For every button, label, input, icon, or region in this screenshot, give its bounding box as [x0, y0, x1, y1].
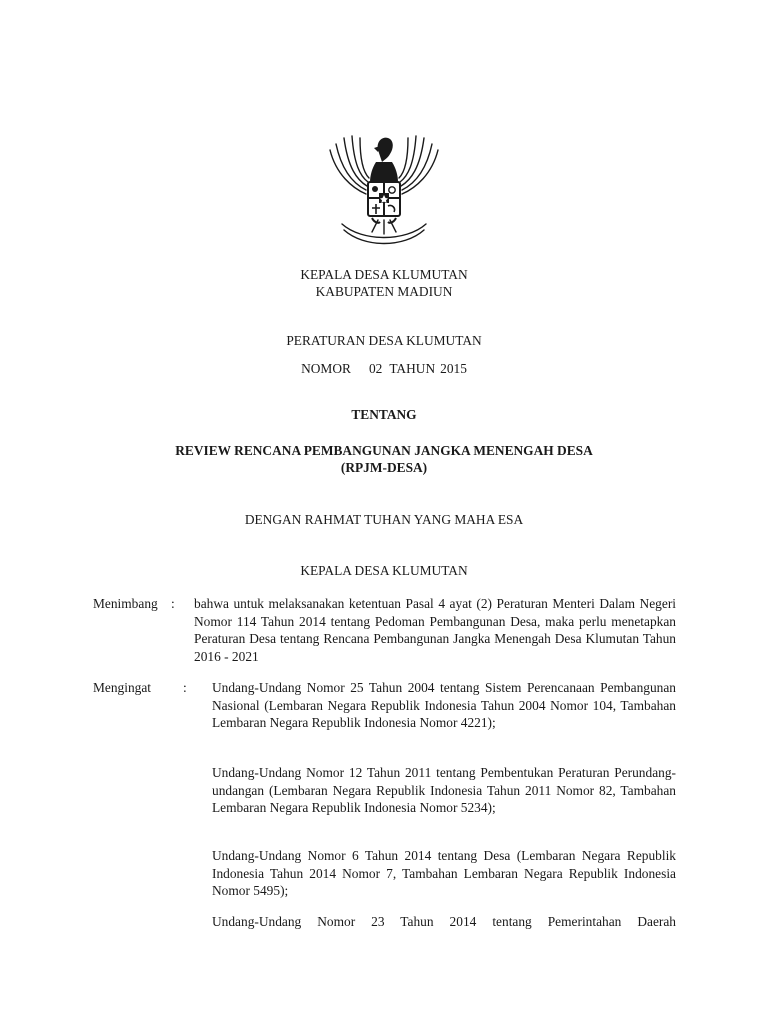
- recalling-item-3: Undang-Undang Nomor 6 Tahun 2014 tentang Desa (Lembaran Negara Republik Indonesia Tahun 2014 Nomor 7, Tambahan Lembaran Negara Republik Indonesia Nomor 5495);: [212, 848, 676, 898]
- number-value: 02: [368, 361, 383, 376]
- considering-label: Menimbang: [93, 596, 158, 611]
- regulation-number: [0, 360, 768, 377]
- recalling-item-1: Undang-Undang Nomor 25 Tahun 2004 tentang Sistem Perencanaan Pembangunan Nasional (Lembaran Negara Republik Indonesia Tahun 2004 Nomor 104, Tambahan Lembaran Negara Republik Indonesia Nomor 4221);: [212, 680, 676, 730]
- recalling-colon: :: [183, 680, 187, 695]
- signatory-title: KEPALA DESA KLUMUTAN: [300, 563, 468, 578]
- garuda-emblem-icon: [322, 128, 446, 246]
- recalling-label: Mengingat: [93, 680, 152, 695]
- about-heading: TENTANG: [351, 407, 417, 422]
- office-title: KEPALA DESA KLUMUTAN: [300, 267, 468, 282]
- year-value: 2015: [440, 361, 467, 376]
- considering-colon: :: [171, 596, 175, 611]
- recalling-item-2: Undang-Undang Nomor 12 Tahun 2011 tentang Pembentukan Peraturan Perundang-undangan (Lembaran Negara Republik Indonesia Tahun 2011 Nomor 82, Tambahan Lembaran Negara Republik Indonesia Nomor 5234);: [212, 765, 676, 815]
- number-label: NOMOR: [301, 361, 351, 376]
- year-label: TAHUN: [389, 361, 436, 376]
- considering-text: bahwa untuk melaksanakan ketentuan Pasal 4 ayat (2) Peraturan Menteri Dalam Negeri Nomor 114 Tahun 2014 tentang Pedoman Pembangunan Desa, maka perlu menetapkan Peraturan Desa tentang Rencana Pembangunan Jangka Menengah Desa Klumutan Tahun 2016 - 2021: [194, 596, 676, 664]
- subject-line-1: REVIEW RENCANA PEMBANGUNAN JANGKA MENENGAH DESA: [175, 443, 593, 458]
- blessing-line: DENGAN RAHMAT TUHAN YANG MAHA ESA: [244, 512, 524, 527]
- recalling-item-4: Undang-Undang Nomor 23 Tahun 2014 tentang Pemerintahan Daerah: [212, 914, 676, 929]
- subject-line-2: (RPJM-DESA): [340, 460, 428, 475]
- regency-name: KABUPATEN MADIUN: [315, 284, 453, 299]
- regulation-title: PERATURAN DESA KLUMUTAN: [286, 333, 482, 348]
